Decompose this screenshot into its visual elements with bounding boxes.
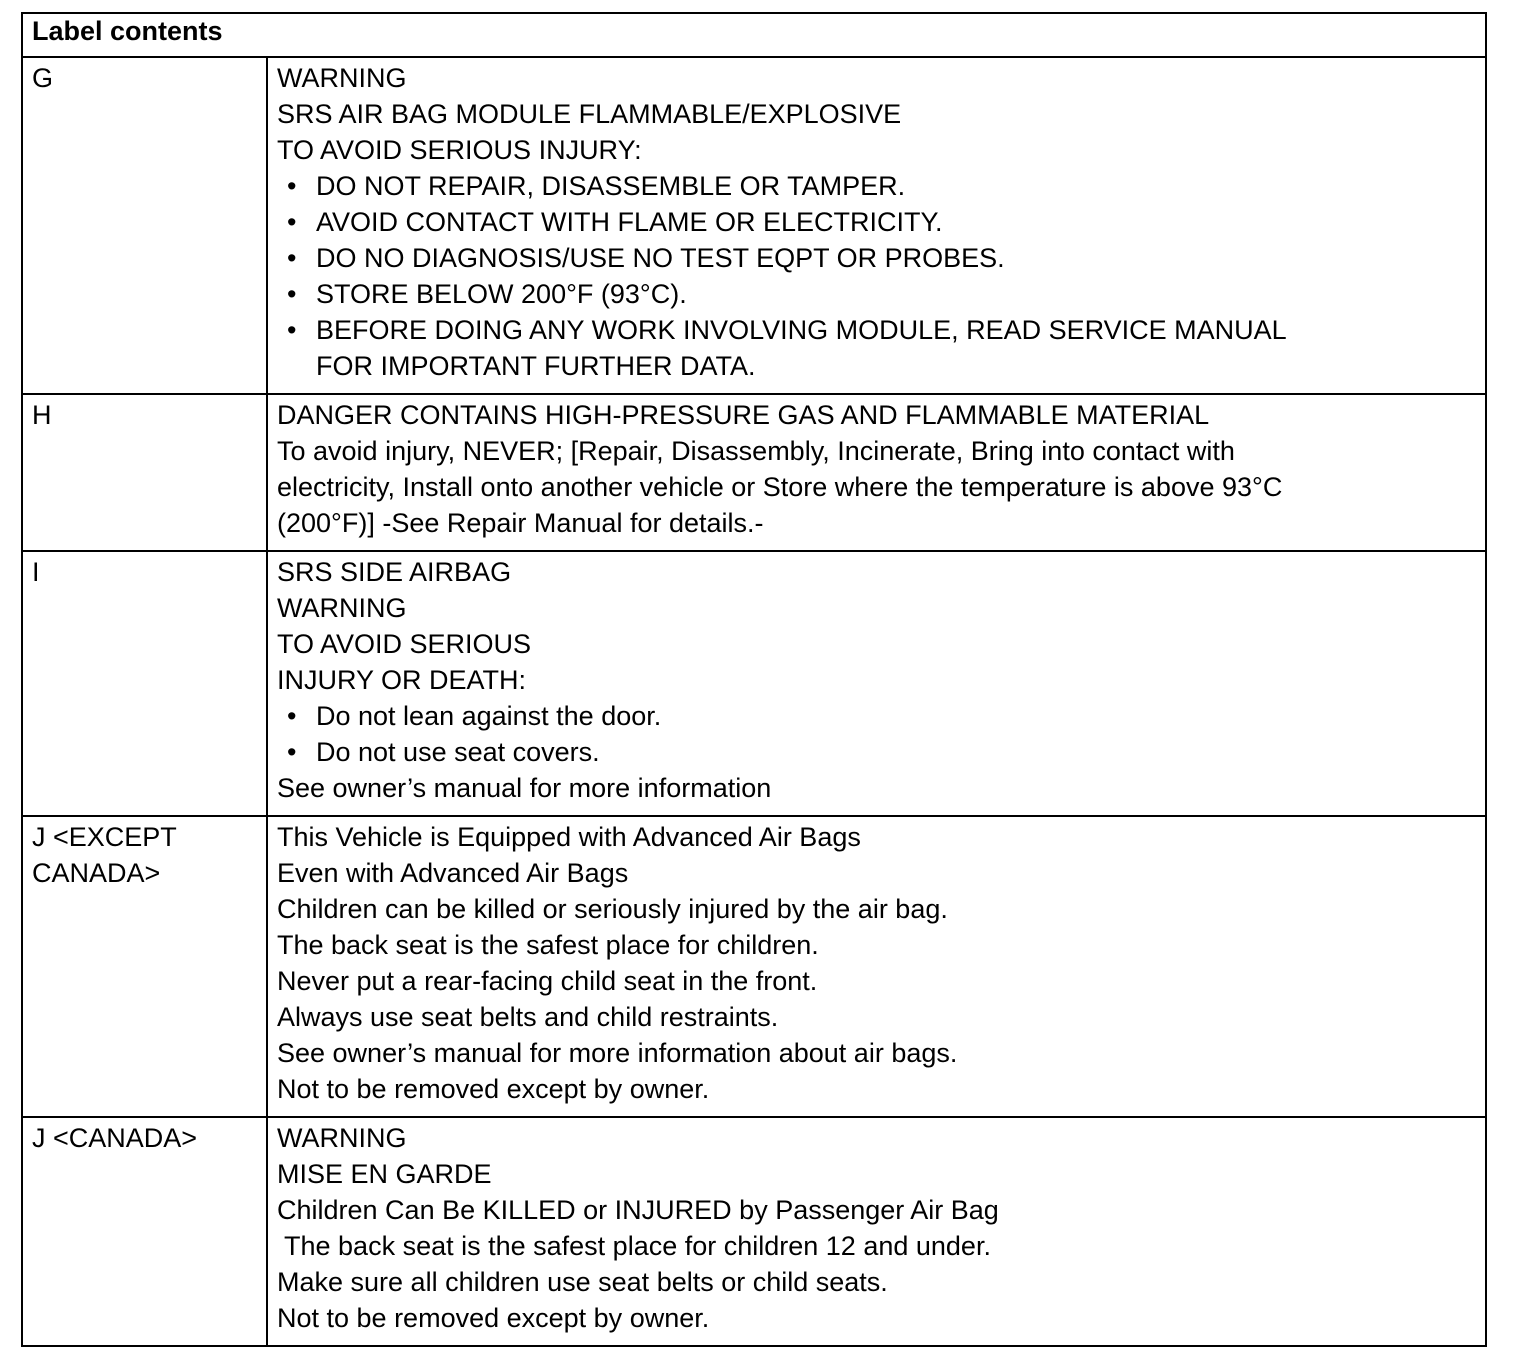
content-line xyxy=(277,1156,1477,1192)
bullet-icon: • xyxy=(287,207,297,237)
content-line xyxy=(277,60,1477,96)
table-row xyxy=(22,551,1486,816)
line-text: DO NO DIAGNOSIS/USE NO TEST EQPT OR PROBES. xyxy=(316,243,1005,273)
label-id-text: G xyxy=(32,63,54,93)
content-line xyxy=(277,1035,1477,1071)
line-text: FOR IMPORTANT FURTHER DATA. xyxy=(316,351,756,381)
line-text: SRS AIR BAG MODULE FLAMMABLE/EXPLOSIVE xyxy=(277,99,902,129)
label-contents-table xyxy=(21,12,1487,1347)
line-text: The back seat is the safest place for children 12 and under. xyxy=(277,1231,991,1261)
bullet-item xyxy=(277,734,1477,770)
content-line xyxy=(277,132,1477,168)
bullet-icon: • xyxy=(287,243,297,273)
line-text: Even with Advanced Air Bags xyxy=(277,858,629,888)
line-text: Always use seat belts and child restraints. xyxy=(277,1002,779,1032)
label-id-text: J <CANADA> xyxy=(32,1123,198,1153)
line-text: WARNING xyxy=(277,593,407,623)
content-line xyxy=(277,770,1477,806)
bullet-icon: • xyxy=(287,315,297,345)
bullet-icon: • xyxy=(287,171,297,201)
content-line xyxy=(277,927,1477,963)
content-line xyxy=(277,819,1477,855)
content-line xyxy=(277,554,1477,590)
line-text: electricity, Install onto another vehicle or Store where the temperature is above 93°C xyxy=(277,472,1283,502)
line-text: INJURY OR DEATH: xyxy=(277,665,527,695)
label-content-cell xyxy=(267,816,1486,1117)
line-text: Make sure all children use seat belts or child seats. xyxy=(277,1267,888,1297)
bullet-item xyxy=(277,276,1477,312)
label-id-cell xyxy=(22,57,267,394)
content-line xyxy=(277,1300,1477,1336)
line-text: Not to be removed except by owner. xyxy=(277,1303,710,1333)
label-id-cell xyxy=(22,551,267,816)
line-text: Children Can Be KILLED or INJURED by Passenger Air Bag xyxy=(277,1195,999,1225)
label-id-text: I xyxy=(32,557,40,587)
content-line xyxy=(277,505,1477,541)
bullet-item xyxy=(277,312,1477,348)
bullet-icon: • xyxy=(287,279,297,309)
line-text: WARNING xyxy=(277,1123,407,1153)
content-line xyxy=(277,999,1477,1035)
line-text: See owner’s manual for more information xyxy=(277,773,772,803)
line-text: Never put a rear-facing child seat in the front. xyxy=(277,966,818,996)
label-id-text: CANADA> xyxy=(32,858,161,888)
content-line xyxy=(277,96,1477,132)
table-header: Label contents xyxy=(22,13,1486,57)
line-text: Children can be killed or seriously injured by the air bag. xyxy=(277,894,948,924)
line-text: STORE BELOW 200°F (93°C). xyxy=(316,279,687,309)
header-row xyxy=(22,13,1486,57)
line-text: BEFORE DOING ANY WORK INVOLVING MODULE, READ SERVICE MANUAL xyxy=(316,315,1287,345)
label-id-cell xyxy=(22,394,267,551)
bullet-item xyxy=(277,240,1477,276)
content-line xyxy=(277,963,1477,999)
label-content-cell xyxy=(267,394,1486,551)
label-id-cell xyxy=(22,1117,267,1346)
line-text: DANGER CONTAINS HIGH-PRESSURE GAS AND FLAMMABLE MATERIAL xyxy=(277,400,1210,430)
content-line xyxy=(277,590,1477,626)
line-text: Do not use seat covers. xyxy=(316,737,600,767)
content-line xyxy=(277,1192,1477,1228)
content-line xyxy=(277,433,1477,469)
line-text: MISE EN GARDE xyxy=(277,1159,492,1189)
bullet-icon: • xyxy=(287,737,297,767)
bullet-item xyxy=(277,168,1477,204)
label-content-cell xyxy=(267,551,1486,816)
label-id-cell xyxy=(22,816,267,1117)
content-line xyxy=(277,397,1477,433)
line-text: This Vehicle is Equipped with Advanced Air Bags xyxy=(277,822,861,852)
label-content-cell xyxy=(267,57,1486,394)
content-line xyxy=(277,662,1477,698)
label-content-cell xyxy=(267,1117,1486,1346)
table-row xyxy=(22,1117,1486,1346)
bullet-item xyxy=(277,698,1477,734)
content-line xyxy=(277,1228,1477,1264)
line-text: The back seat is the safest place for children. xyxy=(277,930,819,960)
content-line xyxy=(277,1264,1477,1300)
table-row xyxy=(22,57,1486,394)
content-line xyxy=(277,1071,1477,1107)
label-id-text: H xyxy=(32,400,52,430)
line-text: WARNING xyxy=(277,63,407,93)
line-text: DO NOT REPAIR, DISASSEMBLE OR TAMPER. xyxy=(316,171,906,201)
content-line xyxy=(277,891,1477,927)
line-text: TO AVOID SERIOUS INJURY: xyxy=(277,135,642,165)
label-id-text: J <EXCEPT xyxy=(32,822,177,852)
table-row xyxy=(22,394,1486,551)
line-text: To avoid injury, NEVER; [Repair, Disassembly, Incinerate, Bring into contact with xyxy=(277,436,1235,466)
content-line xyxy=(277,1120,1477,1156)
line-text: (200°F)] -See Repair Manual for details.- xyxy=(277,508,764,538)
line-text: AVOID CONTACT WITH FLAME OR ELECTRICITY. xyxy=(316,207,943,237)
content-line xyxy=(277,348,1477,384)
line-text: TO AVOID SERIOUS xyxy=(277,629,532,659)
line-text: Not to be removed except by owner. xyxy=(277,1074,710,1104)
line-text: Do not lean against the door. xyxy=(316,701,662,731)
line-text: SRS SIDE AIRBAG xyxy=(277,557,512,587)
content-line xyxy=(277,626,1477,662)
content-line xyxy=(277,855,1477,891)
content-line xyxy=(277,469,1477,505)
bullet-item xyxy=(277,204,1477,240)
line-text: See owner’s manual for more information about air bags. xyxy=(277,1038,958,1068)
bullet-icon: • xyxy=(287,701,297,731)
table-row xyxy=(22,816,1486,1117)
